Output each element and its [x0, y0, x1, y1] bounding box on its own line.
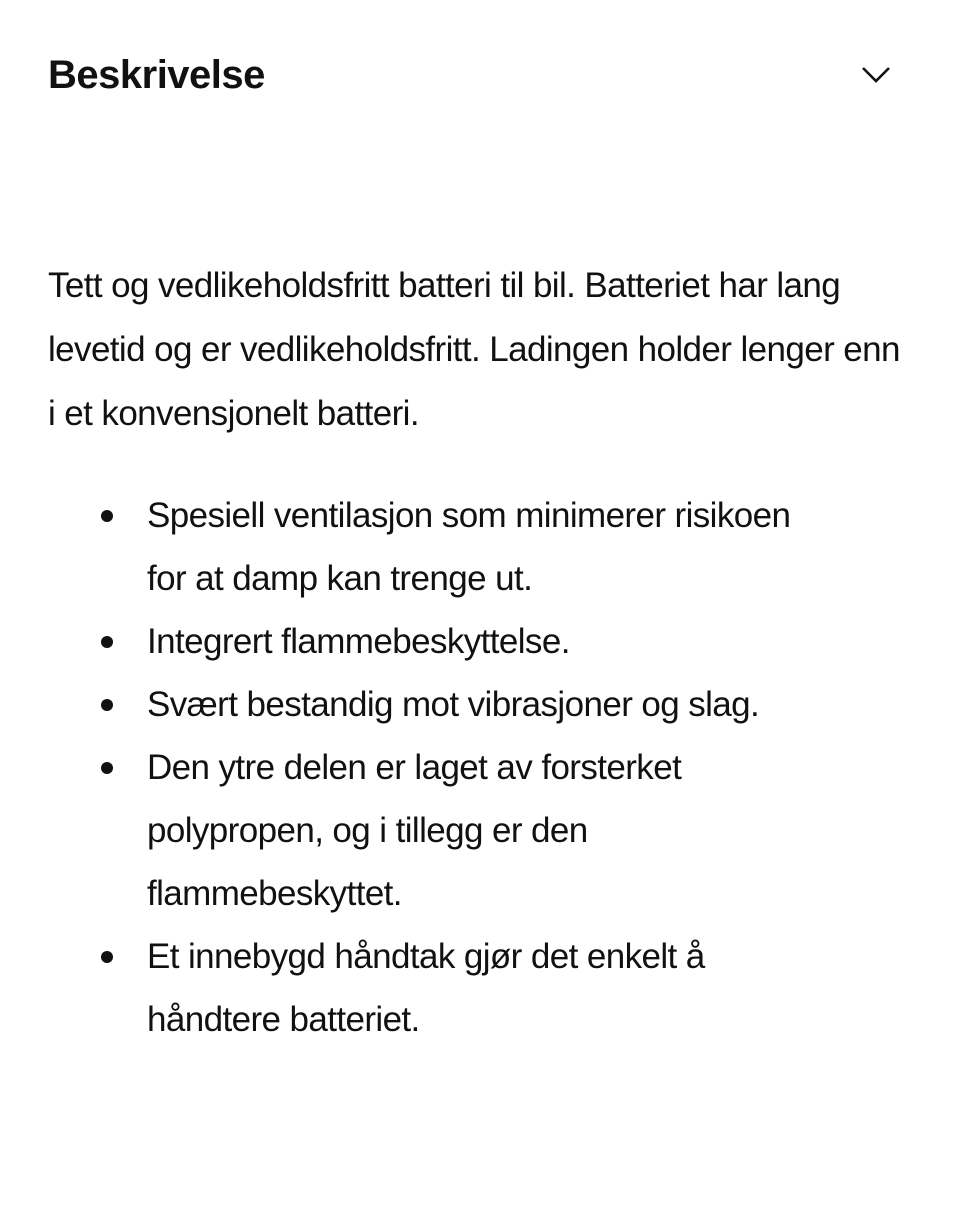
feature-list	[48, 484, 908, 1051]
list-item: Et innebygd håndtak gjør det enkelt å håndtere batteriet.	[147, 925, 847, 1051]
section-title: Beskrivelse	[48, 52, 265, 97]
description-content	[48, 254, 908, 1051]
list-item: Spesiell ventilasjon som minimerer risikoen for at damp kan trenge ut.	[147, 484, 797, 610]
description-accordion-header[interactable]	[48, 40, 908, 110]
description-text: Tett og vedlikeholdsfritt batteri til bil. Batteriet har lang levetid og er vedlikeholdsfritt. Ladingen holder lenger enn i et konvensjonelt batteri.	[48, 266, 900, 433]
chevron-down-icon[interactable]	[858, 57, 894, 93]
list-item: Den ytre delen er laget av forsterket polypropen, og i tillegg er den flammebeskyttet.	[147, 736, 807, 925]
list-item: Svært bestandig mot vibrasjoner og slag.	[147, 673, 908, 736]
list-item: Integrert flammebeskyttelse.	[147, 610, 908, 673]
